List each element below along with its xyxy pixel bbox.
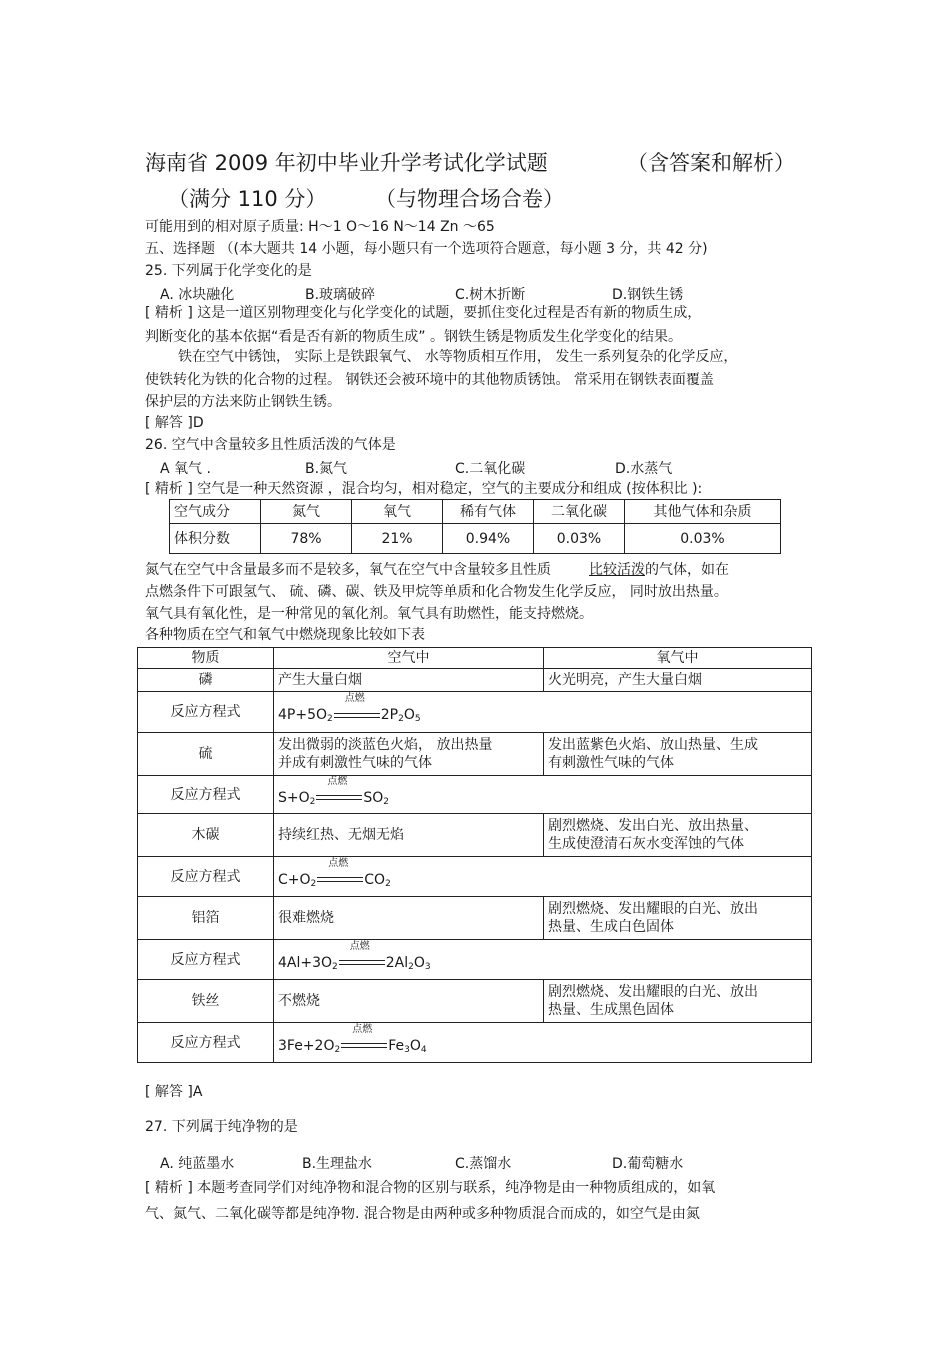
air-observation: 并成有刺激性气味的气体 [278,755,432,771]
air-table-value: 21% [352,524,443,554]
equation-rhs-sub: 3 [404,1044,410,1055]
q25-answer: [ 解答 ]D [145,415,204,431]
oxygen-observation: 有刺激性气味的气体 [548,755,674,771]
double-line [317,877,363,882]
combustion-row [138,733,812,776]
reaction-arrow [338,940,386,972]
reaction-condition: 点燃 [328,857,349,869]
equation-rhs-sub: 2 [398,714,404,724]
oxygen-observation: 发出蓝紫色火焰、放山热量、生成 [548,737,758,753]
combustion-row [138,669,812,692]
equation-rhs-sub: 2 [383,796,390,807]
double-line [341,1043,387,1048]
q26-answer: [ 解答 ]A [145,1084,203,1100]
atomic-masses: 可能用到的相对原子质量: H～1 O～16 N～14 Zn ～65 [145,219,495,235]
q27-option-a: A. 纯蓝墨水 [160,1156,235,1172]
equation-rhs-sub: 4 [420,1044,427,1055]
q26-option-b: B.氮气 [305,461,348,477]
air-observation: 持续红热、无烟无焰 [278,827,404,843]
equation-rhs: CO [364,871,386,888]
q25-analysis-line: [ 精析 ] 这是一道区别物理变化与化学变化的试题，要抓住变化过程是否有新的物质生成， [145,305,702,321]
equation-lhs-sub: 2 [327,714,333,724]
oxygen-cell [544,669,812,692]
section-heading: 五、选择题 （(本大题共 14 小题，每小题只有一个选项符合题意，每小题 3 分，共 42 分) [145,241,708,257]
q27-option-c: C.蒸馏水 [455,1156,512,1172]
combustion-header: 空气中 [274,648,544,669]
equation-row [138,857,812,897]
q27-analysis-line: [ 精析 ] 本题考查同学们对纯净物和混合物的区别与联系，纯净物是由一种物质组成的，如氧 [145,1180,716,1196]
equation-cell [274,776,812,814]
reaction-arrow [333,693,381,724]
equation-label: 反应方程式 [138,940,274,980]
equation-cell [274,857,812,897]
q25-analysis-line: 铁在空气中锈蚀， 实际上是铁跟氧气、 水等物质相互作用， 发生一系列复杂的化学反应， [178,349,738,365]
q25-option-c: C.树木折断 [455,287,526,303]
equation-rhs-sub: 2 [408,961,414,972]
air-table-header: 氮气 [261,500,352,524]
oxygen-cell [544,897,812,940]
air-cell [274,814,544,857]
equation-lhs: S+O [278,789,310,806]
reaction-condition: 点燃 [344,693,365,704]
equation-lhs-sub: 2 [332,961,338,972]
equation-rhs: SO [363,789,384,806]
q25-option-d: D.钢铁生锈 [612,287,684,303]
equation-row [138,776,812,814]
double-line [339,960,385,965]
q26-paragraph: 各种物质在空气和氧气中燃烧现象比较如下表 [145,627,425,643]
q27-option-d: D.葡萄糖水 [612,1156,684,1172]
combustion-header: 物质 [138,648,274,669]
air-table-header: 氧气 [352,500,443,524]
reaction-arrow [340,1023,388,1055]
q26-option-c: C.二氧化碳 [455,461,526,477]
equation-lhs-sub: 2 [334,1044,341,1055]
equation-cell [274,1023,812,1063]
equation-lhs: 3Fe+2O [278,1037,335,1054]
q25-option-b: B.玻璃破碎 [305,287,376,303]
double-line [316,795,362,800]
equation-label: 反应方程式 [138,1023,274,1063]
document-title: 海南省 2009 年初中毕业升学考试化学试题 [145,151,548,175]
substance-name: 铁丝 [138,980,274,1023]
q27-option-b: B.生理盐水 [302,1156,373,1172]
equation-rhs-mid: O [403,707,415,723]
q26-paragraph: 点燃条件下可跟氢气、 硫、磷、碳、铁及甲烷等单质和化合物发生化学反应， 同时放出热量。 [145,584,728,600]
combustion-row [138,897,812,940]
combustion-row [138,814,812,857]
equation-row [138,1023,812,1063]
air-table-header: 其他气体和杂质 [625,500,781,524]
oxygen-observation: 剧烈燃烧、发出耀眼的白光、放出 [548,901,758,917]
equation-rhs-mid: O [409,1037,421,1054]
air-composition-table [169,499,781,554]
equation-rhs: 2Al [385,954,409,971]
substance-name: 硫 [138,733,274,776]
oxygen-observation: 火光明亮，产生大量白烟 [548,672,702,688]
title-note: （含答案和解析） [627,151,795,175]
equation-lhs: 4Al+3O [278,954,333,971]
oxygen-cell [544,733,812,776]
air-table-row-label: 体积分数 [170,524,261,554]
q26-stem: 26. 空气中含量较多且性质活泼的气体是 [145,437,396,453]
combined-exam-note: （与物理合场合卷） [375,187,564,211]
equation-rhs-sub: 3 [424,961,431,972]
combustion-header: 氧气中 [544,648,812,669]
q25-stem: 25. 下列属于化学变化的是 [145,263,312,279]
air-table-header: 二氧化碳 [534,500,625,524]
oxygen-observation: 生成使澄清石灰水变浑蚀的气体 [548,836,744,852]
reaction-condition: 点燃 [327,775,348,787]
q25-analysis-line: 使铁转化为铁的化合物的过程。 钢铁还会被环境中的其他物质锈蚀。 常采用在钢铁表面覆盖 [145,372,714,388]
oxygen-observation: 热量、生成黑色固体 [548,1002,674,1018]
air-table-value: 78% [261,524,352,554]
combustion-table [137,647,812,1063]
equation-lhs: C+O [278,871,311,888]
equation-lhs-sub: 2 [310,878,317,889]
air-table-header: 空气成分 [170,500,261,524]
reaction-arrow [315,775,363,807]
air-observation: 发出微弱的淡蓝色火焰， 放出热量 [278,737,493,753]
q25-analysis-line: 判断变化的基本依据“看是否有新的物质生成” 。钢铁生锈是物质发生化学变化的结果。 [145,329,682,345]
equation-rhs-sub: 5 [414,714,421,724]
equation-label: 反应方程式 [138,692,274,733]
substance-name: 铝箔 [138,897,274,940]
oxygen-cell [544,814,812,857]
air-table-value: 0.03% [534,524,625,554]
q26-paragraph [145,561,729,579]
q26-para1-underline: 比较活泼 [589,562,645,578]
air-observation: 产生大量白烟 [278,672,362,688]
oxygen-observation: 热量、生成白色固体 [548,919,674,935]
oxygen-cell [544,980,812,1023]
equation-rhs-mid: O [413,954,425,971]
equation-row [138,940,812,980]
air-table-value: 0.03% [625,524,781,554]
reaction-condition: 点燃 [349,940,370,952]
oxygen-observation: 剧烈燃烧、发出白光、放出热量、 [548,818,758,834]
substance-name: 磷 [138,669,274,692]
equation-label: 反应方程式 [138,776,274,814]
equation-rhs: Fe [388,1037,405,1054]
air-cell [274,733,544,776]
equation-label: 反应方程式 [138,857,274,897]
air-cell [274,897,544,940]
q26-paragraph: 氧气具有氧化性，是一种常见的氧化剂。氧气具有助燃性，能支持燃烧。 [145,606,593,622]
q26-para1-a: 氮气在空气中含量最多而不是较多，氧气在空气中含量较多且性质 [145,562,551,578]
q27-analysis-line: 气、氮气、二氧化碳等都是纯净物. 混合物是由两种或多种物质混合而成的，如空气是由氮 [145,1206,700,1222]
q26-option-a: A 氧气 . [160,461,211,477]
full-marks: （满分 110 分） [168,187,327,211]
air-cell [274,669,544,692]
q26-option-d: D.水蒸气 [615,461,673,477]
equation-rhs: 2P [380,707,399,723]
air-observation: 不燃烧 [278,993,320,1009]
q25-option-a: A. 冰块融化 [160,287,235,303]
air-table-header: 稀有气体 [443,500,534,524]
equation-rhs-sub: 2 [385,878,391,889]
q26-para1-b: 的气体，如在 [645,562,729,578]
oxygen-observation: 剧烈燃烧、发出耀眼的白光、放出 [548,984,758,1000]
double-line [334,713,380,718]
reaction-arrow [316,857,364,889]
equation-lhs-sub: 2 [309,796,316,807]
equation-row [138,692,812,733]
combustion-row [138,980,812,1023]
air-table-value: 0.94% [443,524,534,554]
air-observation: 很难燃烧 [278,910,334,926]
q26-analysis-intro: [ 精析 ] 空气是一种天然资源 ，混合均匀，相对稳定，空气的主要成分和组成 (按体积比 ): [145,481,703,497]
q25-analysis-line: 保护层的方法来防止钢铁生锈。 [145,394,341,410]
equation-cell [274,940,812,980]
equation-cell [274,692,812,733]
q27-stem: 27. 下列属于纯净物的是 [145,1119,298,1135]
equation-lhs: 4P+5O [278,707,328,723]
air-cell [274,980,544,1023]
reaction-condition: 点燃 [352,1023,373,1035]
substance-name: 木碳 [138,814,274,857]
